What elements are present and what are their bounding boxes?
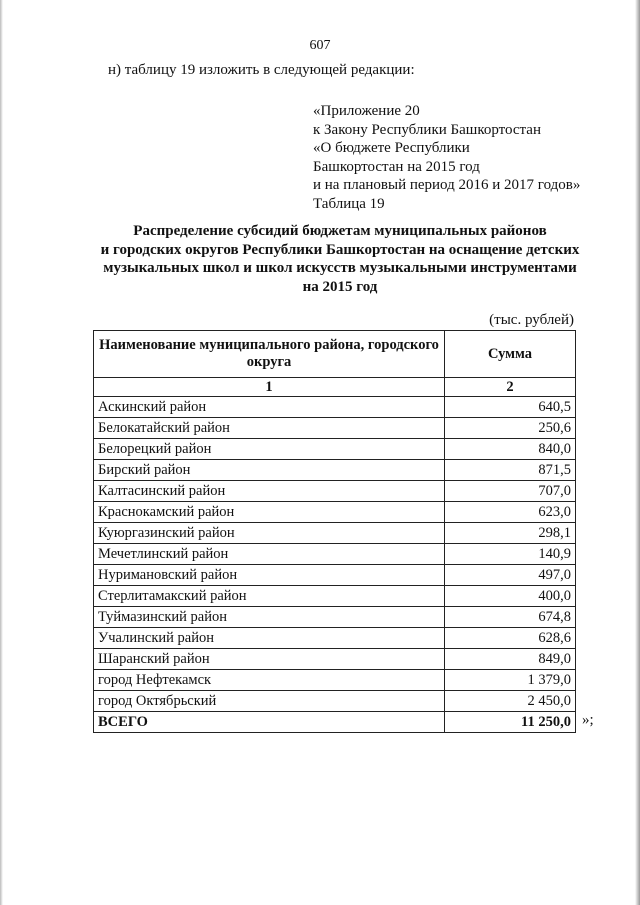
table-row [94, 460, 576, 481]
title-line: музыкальных школ и школ искусств музыкальными инструментами [103, 260, 577, 276]
appendix-line: «Приложение 20 [313, 103, 420, 119]
table-row [94, 397, 576, 418]
table-row [94, 544, 576, 565]
page-number: 607 [309, 38, 331, 53]
appendix-line: и на плановый период 2016 и 2017 годов» [313, 177, 581, 193]
total-sum: 11 250,0 [445, 712, 576, 733]
scan-edge-left [0, 0, 3, 905]
units-label: (тыс. рублей) [489, 312, 574, 328]
table-row [94, 670, 576, 691]
district-sum: 497,0 [445, 565, 576, 586]
district-sum: 298,1 [445, 523, 576, 544]
district-name: Белорецкий район [94, 439, 445, 460]
district-sum: 1 379,0 [445, 670, 576, 691]
column-number-row [94, 378, 576, 397]
district-name: Калтасинский район [94, 481, 445, 502]
subsidy-table [93, 330, 576, 733]
title-line: и городских округов Республики Башкортостан на оснащение детских [100, 241, 580, 258]
appendix-line: Таблица 19 [313, 195, 385, 212]
table-row [94, 586, 576, 607]
district-name: Туймазинский район [94, 607, 445, 628]
table-row [94, 607, 576, 628]
appendix-header [313, 102, 580, 213]
column-number-2: 2 [445, 378, 576, 397]
table-header-row [94, 331, 576, 378]
district-sum: 840,0 [445, 439, 576, 460]
district-sum: 871,5 [445, 460, 576, 481]
district-sum: 628,6 [445, 628, 576, 649]
column-number-1: 1 [94, 378, 445, 397]
table-row [94, 502, 576, 523]
instruction-text: н) таблицу 19 изложить в следующей редакции: [108, 62, 415, 78]
district-name: Стерлитамакский район [94, 586, 445, 607]
district-sum: 2 450,0 [445, 691, 576, 712]
district-name: Шаранский район [94, 649, 445, 670]
district-name: Краснокамский район [94, 502, 445, 523]
total-label: ВСЕГО [94, 712, 445, 733]
district-name: город Нефтекамск [94, 670, 445, 691]
district-sum: 140,9 [445, 544, 576, 565]
district-name: Мечетлинский район [94, 544, 445, 565]
title-line: Распределение субсидий бюджетам муниципальных районов [133, 223, 547, 239]
table-row [94, 649, 576, 670]
title-line: на 2015 год [302, 278, 378, 295]
table-row [94, 691, 576, 712]
district-name: Бирский район [94, 460, 445, 481]
appendix-line: Башкортостан на 2015 год [313, 158, 480, 175]
header-sum: Сумма [445, 331, 576, 378]
total-row [94, 712, 576, 733]
document-title [60, 222, 620, 296]
table-row [94, 481, 576, 502]
table-row [94, 523, 576, 544]
table-row [94, 439, 576, 460]
appendix-line: к Закону Республики Башкортостан [313, 121, 541, 138]
district-name: Куюргазинский район [94, 523, 445, 544]
district-sum: 400,0 [445, 586, 576, 607]
district-name: Нуримановский район [94, 565, 445, 586]
table-row [94, 565, 576, 586]
district-name: Учалинский район [94, 628, 445, 649]
district-name: Аскинский район [94, 397, 445, 418]
district-sum: 849,0 [445, 649, 576, 670]
table-row [94, 628, 576, 649]
district-name: Белокатайский район [94, 418, 445, 439]
district-sum: 623,0 [445, 502, 576, 523]
district-name: город Октябрьский [94, 691, 445, 712]
closing-quote: »; [582, 712, 594, 728]
table-row [94, 418, 576, 439]
appendix-line: «О бюджете Республики [313, 140, 470, 156]
scan-edge-right [635, 0, 640, 905]
district-sum: 640,5 [445, 397, 576, 418]
district-sum: 674,8 [445, 607, 576, 628]
district-sum: 250,6 [445, 418, 576, 439]
header-name: Наименование муниципального района, городского округа [94, 331, 445, 378]
district-sum: 707,0 [445, 481, 576, 502]
